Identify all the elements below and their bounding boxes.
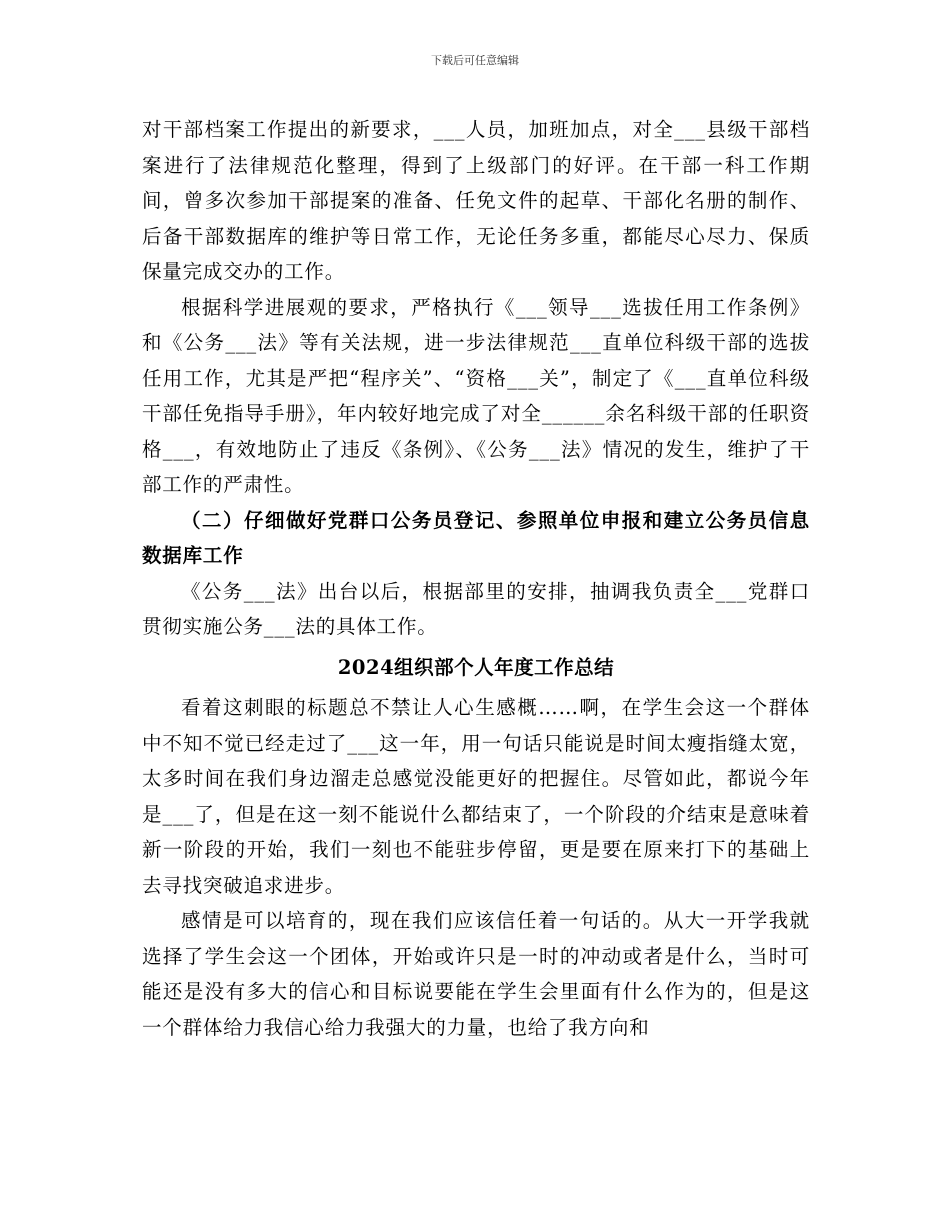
subheading-civil-servant-registration: （二）仔细做好党群口公务员登记、参照单位申报和建立公务员信息数据库工作 xyxy=(142,508,810,567)
paragraph-student-union: 感情是可以培育的，现在我们应该信任着一句话的。从大一开学我就选择了学生会这一个团体，开始或许只是一时的冲动或者是什么，当时可能还是没有多大的信心和目标说要能在学生会里面有什么作为的，但是这一个群体给力我信心给力我强大的力量，也给了我方向和 xyxy=(142,909,810,1039)
paragraph-archive-work: 对干部档案工作提出的新要求，___人员，加班加点，对全___县级干部档案进行了法律规范化整理，得到了上级部门的好评。在干部一科工作期间，曾多次参加干部提案的准备、任免文件的起草、干部化名册的制作、后备干部数据库的维护等日常工作，无论任务多重，都能尽心尽力、保质保量完成交办的工作。 xyxy=(142,118,810,283)
paragraph-cadre-selection: 根据科学进展观的要求，严格执行《___领导___选拔任用工作条例》和《公务___法》等有关法规，进一步法律规范___直单位科级干部的选拔任用工作，尤其是严把“程序关”、“资格___关”，制定了《___直单位科级干部任免指导手册》，年内较好地完成了对全______余名科级干部的任职资格___，有效地防止了违反《条例》、《公务___法》情况的发生，维护了干部工作的严肃性。 xyxy=(142,295,810,496)
paragraph-reflection: 看着这刺眼的标题总不禁让人心生感概……啊，在学生会这一个群体中不知不觉已经走过了___这一年，用一句话只能说是时间太瘦指缝太宽，太多时间在我们身边溜走总感觉没能更好的把握住。尽管如此，都说今年是___了，但是在这一刻不能说什么都结束了，一个阶段的介结束是意味着新一阶段的开始，我们一刻也不能驻步停留，更是要在原来打下的基础上去寻找突破追求进步。 xyxy=(142,696,810,897)
document-body xyxy=(142,112,810,1045)
document-title: 2024组织部个人年度工作总结 xyxy=(337,655,615,679)
page-header: 下载后可任意编辑 xyxy=(431,54,519,67)
paragraph-civil-servant-law: 《公务___法》出台以后，根据部里的安排，抽调我负责全___党群口贯彻实施公务___法的具体工作。 xyxy=(142,579,810,638)
